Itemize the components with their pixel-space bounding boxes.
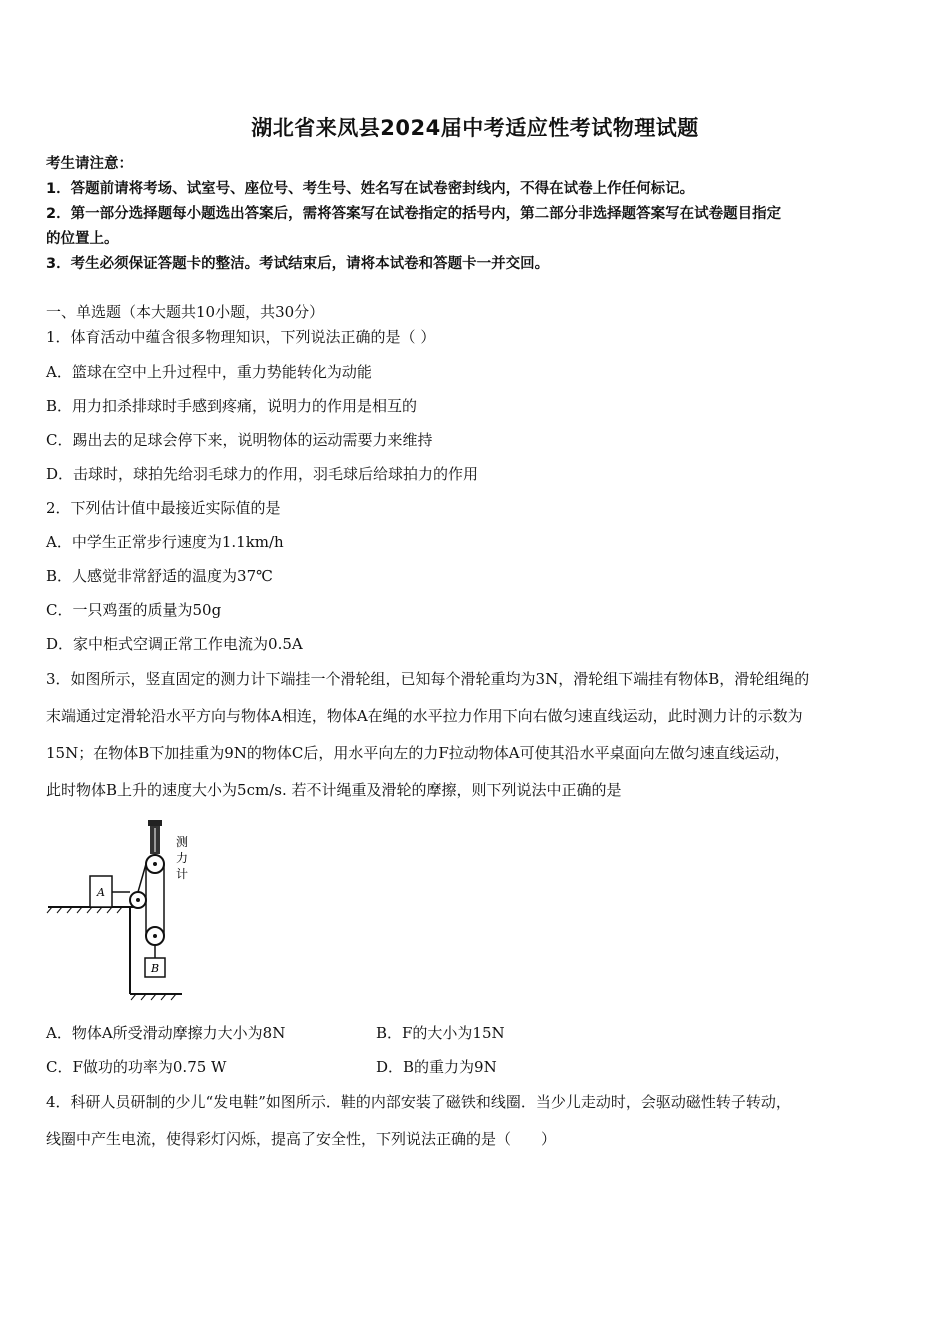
notice-item: 的位置上。 [46,231,119,247]
question-stem: 1．体育活动中蕴含很多物理知识，下列说法正确的是（ ） [46,328,436,346]
question-stem-line: 15N；在物体B下加挂重为9N的物体C后，用水平向左的力F拉动物体A可使其沿水平桌面向左做匀速直线运动， [46,744,790,762]
notice-heading: 考生请注意： [46,156,133,172]
pulley-figure [44,812,214,1002]
question-stem: 2．下列估计值中最接近实际值的是 [46,499,281,517]
notice-item: 1．答题前请将考场、试室号、座位号、考生号、姓名写在试卷密封线内，不得在试卷上作任何标记。 [46,181,695,197]
option-d: D．家中柜式空调正常工作电流为0.5A [46,635,303,653]
question-stem-line: 3．如图所示，竖直固定的测力计下端挂一个滑轮组，已知每个滑轮重均为3N，滑轮组下端挂有物体B，滑轮组绳的 [46,670,810,688]
option-c: C．踢出去的足球会停下来，说明物体的运动需要力来维持 [46,431,433,449]
question-stem-line: 此时物体B上升的速度大小为5cm/s. 若不计绳重及滑轮的摩擦，则下列说法中正确的是 [46,781,622,799]
option-c: C．F做功的功率为0.75 W [46,1058,227,1076]
meter-label-char: 计 [176,867,189,881]
pulley-diagram [44,812,214,1002]
rope-to-table-pulley [138,864,146,892]
notice-item: 3．考生必须保证答题卡的整洁。考试结束后，请将本试卷和答题卡一并交回。 [46,256,550,272]
meter-label-char: 力 [176,851,189,865]
question-stem-line: 线圈中产生电流，使得彩灯闪烁，提高了安全性，下列说法正确的是（ ） [46,1130,557,1148]
block-b-label: B [151,962,160,975]
section-heading: 一、单选题（本大题共10小题，共30分） [46,303,325,321]
table-pulley-axle [136,898,140,902]
exam-title: 湖北省来凤县2024届中考适应性考试物理试题 [251,116,699,140]
option-a: A．中学生正常步行速度为1.1km/h [46,533,284,551]
option-b: B．用力扣杀排球时手感到疼痛，说明力的作用是相互的 [46,397,418,415]
meter-label-char: 测 [176,835,189,849]
ceiling-mount-shape [148,820,162,826]
option-d: D．击球时，球拍先给羽毛球力的作用，羽毛球后给球拍力的作用 [46,465,479,483]
notice-item: 2．第一部分选择题每小题选出答案后，需将答案写在试卷指定的括号内，第二部分非选择题答案写在试卷题目指定 [46,206,782,222]
question-stem-line: 4．科研人员研制的少儿“发电鞋”如图所示．鞋的内部安装了磁铁和线圈．当少儿走动时，会驱动磁性转子转动， [46,1093,791,1111]
upper-pulley-axle [153,862,157,866]
option-b: B．F的大小为15N [376,1024,505,1042]
block-a-label: A [97,886,105,899]
option-a: A．篮球在空中上升过程中，重力势能转化为动能 [46,363,372,381]
option-d: D．B的重力为9N [376,1058,497,1076]
question-stem-line: 末端通过定滑轮沿水平方向与物体A相连，物体A在绳的水平拉力作用下向右做匀速直线运动，此时测力计的示数为 [46,707,803,725]
option-b: B．人感觉非常舒适的温度为37℃ [46,567,273,585]
option-a: A．物体A所受滑动摩擦力大小为8N [46,1024,286,1042]
lower-pulley-axle [153,934,157,938]
option-c: C．一只鸡蛋的质量为50g [46,601,222,619]
